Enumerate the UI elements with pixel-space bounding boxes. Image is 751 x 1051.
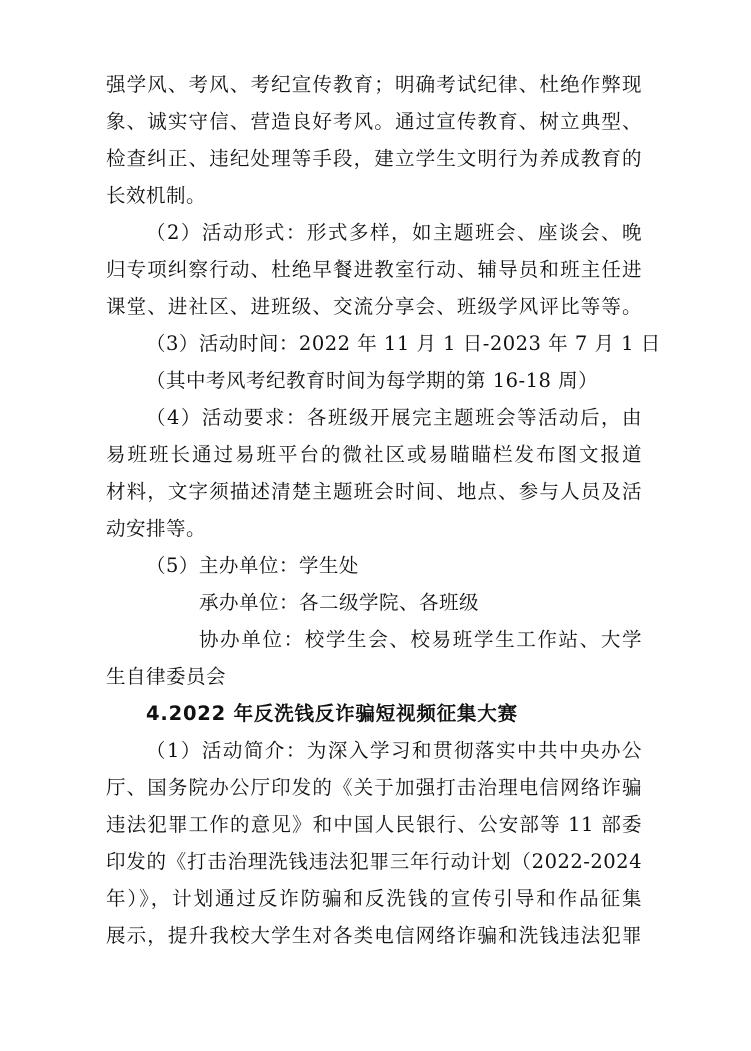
text-line: （4）活动要求：各班级开展完主题班会等活动后，由: [146, 406, 642, 429]
text-line: 长效机制。: [106, 184, 207, 207]
section-heading: 4.2022 年反洗钱反诈骗短视频征集大赛: [146, 702, 518, 725]
text-line: （3）活动时间：2022 年 11 月 1 日-2023 年 7 月 1 日: [146, 332, 661, 355]
text-line: （2）活动形式：形式多样，如主题班会、座谈会、晚: [146, 221, 642, 244]
text-line: 检查纠正、违纪处理等手段，建立学生文明行为养成教育的: [106, 147, 642, 170]
text-line: 动安排等。: [106, 517, 207, 540]
text-line: 生自律委员会: [106, 665, 227, 688]
text-line: 课堂、进社区、进班级、交流分享会、班级学风评比等等。: [106, 295, 642, 318]
text-line: 违法犯罪工作的意见》和中国人民银行、公安部等 11 部委: [106, 813, 642, 836]
text-line: 易班班长通过易班平台的微社区或易瞄瞄栏发布图文报道: [106, 443, 642, 466]
text-line: 归专项纠察行动、杜绝早餐进教室行动、辅导员和班主任进: [106, 258, 642, 281]
text-line: （5）主办单位：学生处: [146, 554, 359, 577]
text-line: 承办单位：各二级学院、各班级: [199, 591, 480, 614]
text-line: 印发的《打击治理洗钱违法犯罪三年行动计划（2022-2024: [106, 850, 642, 873]
text-line: 强学风、考风、考纪宣传教育；明确考试纪律、杜绝作弊现: [106, 73, 642, 96]
text-line: （1）活动简介：为深入学习和贯彻落实中共中央办公: [146, 739, 642, 762]
text-line: 厅、国务院办公厅印发的《关于加强打击治理电信网络诈骗: [106, 776, 642, 799]
text-line: 材料，文字须描述清楚主题班会时间、地点、参与人员及活: [106, 480, 642, 503]
text-line: 展示，提升我校大学生对各类电信网络诈骗和洗钱违法犯罪: [106, 924, 642, 947]
text-line: 象、诚实守信、营造良好考风。通过宣传教育、树立典型、: [106, 110, 642, 133]
text-line: （其中考风考纪教育时间为每学期的第 16-18 周）: [146, 369, 599, 392]
text-line: 协办单位：校学生会、校易班学生工作站、大学: [199, 628, 642, 651]
text-line: 年）》，计划通过反诈防骗和反洗钱的宣传引导和作品征集: [106, 887, 642, 910]
